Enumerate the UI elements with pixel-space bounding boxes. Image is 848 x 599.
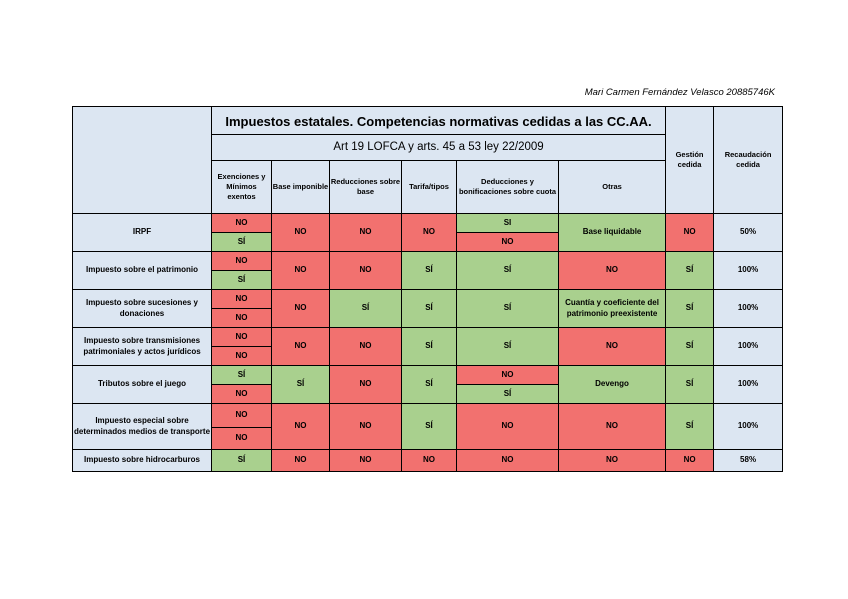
exenciones-cell: NO (212, 347, 272, 366)
reducciones-cell: NO (330, 214, 402, 252)
base-cell: SÍ (272, 366, 330, 404)
recaudacion-cell: 100% (714, 328, 783, 366)
recaudacion-cell: 50% (714, 214, 783, 252)
gestion-cell: SÍ (666, 252, 714, 290)
header-base: Base imponible (272, 161, 330, 214)
exenciones-cell: NO (212, 290, 272, 309)
gestion-cell: SÍ (666, 328, 714, 366)
author-name: Mari Carmen Fernández Velasco 20885746K (584, 87, 775, 98)
tarifa-cell: SÍ (402, 252, 457, 290)
deducciones-cell: SÍ (457, 328, 559, 366)
tarifa-cell: SÍ (402, 366, 457, 404)
tarifa-cell: SÍ (402, 404, 457, 450)
row-label: IRPF (73, 214, 212, 252)
recaudacion-cell: 100% (714, 366, 783, 404)
reducciones-cell: NO (330, 328, 402, 366)
deducciones-cell: SÍ (457, 290, 559, 328)
base-cell: NO (272, 214, 330, 252)
deducciones-cell: SÍ (457, 385, 559, 404)
tarifa-cell: SÍ (402, 290, 457, 328)
exenciones-cell: NO (212, 252, 272, 271)
recaudacion-cell: 100% (714, 252, 783, 290)
header-recaudacion: Recaudación cedida (714, 107, 783, 214)
exenciones-cell: SÍ (212, 271, 272, 290)
row-label: Impuesto sobre el patrimonio (73, 252, 212, 290)
exenciones-cell: SÍ (212, 233, 272, 252)
row-label: Impuesto sobre hidrocarburos (73, 450, 212, 472)
base-cell: NO (272, 450, 330, 472)
gestion-cell: NO (666, 450, 714, 472)
recaudacion-cell: 100% (714, 404, 783, 450)
exenciones-cell: SÍ (212, 366, 272, 385)
deducciones-cell: NO (457, 404, 559, 450)
gestion-cell: NO (666, 214, 714, 252)
exenciones-cell: NO (212, 309, 272, 328)
header-exenciones: Exenciones y Mínimos exentos (212, 161, 272, 214)
otras-cell: NO (559, 404, 666, 450)
row-label: Tributos sobre el juego (73, 366, 212, 404)
reducciones-cell: NO (330, 366, 402, 404)
gestion-cell: SÍ (666, 366, 714, 404)
exenciones-cell: NO (212, 385, 272, 404)
base-cell: NO (272, 290, 330, 328)
deducciones-cell: SÍ (457, 252, 559, 290)
gestion-cell: SÍ (666, 290, 714, 328)
recaudacion-cell: 100% (714, 290, 783, 328)
row-label: Impuesto sobre transmisiones patrimoniales y actos jurídicos (73, 328, 212, 366)
base-cell: NO (272, 252, 330, 290)
tarifa-cell: SÍ (402, 328, 457, 366)
base-cell: NO (272, 404, 330, 450)
reducciones-cell: NO (330, 252, 402, 290)
header-gestion: Gestión cedida (666, 107, 714, 214)
otras-cell: NO (559, 252, 666, 290)
otras-cell: Cuantía y coeficiente del patrimonio preexistente (559, 290, 666, 328)
tarifa-cell: NO (402, 214, 457, 252)
exenciones-cell: NO (212, 428, 272, 450)
row-label: Impuesto sobre sucesiones y donaciones (73, 290, 212, 328)
deducciones-cell: NO (457, 450, 559, 472)
exenciones-cell: NO (212, 328, 272, 347)
tarifa-cell: NO (402, 450, 457, 472)
header-otras: Otras (559, 161, 666, 214)
header-tarifa: Tarifa/tipos (402, 161, 457, 214)
otras-cell: Devengo (559, 366, 666, 404)
row-label: Impuesto especial sobre determinados medios de transporte (73, 404, 212, 450)
otras-cell: NO (559, 328, 666, 366)
recaudacion-cell: 58% (714, 450, 783, 472)
deducciones-cell: NO (457, 233, 559, 252)
table-title: Impuestos estatales. Competencias normativas cedidas a las CC.AA. (212, 107, 666, 135)
header-deducciones: Deducciones y bonificaciones sobre cuota (457, 161, 559, 214)
exenciones-cell: SÍ (212, 450, 272, 472)
otras-cell: Base liquidable (559, 214, 666, 252)
reducciones-cell: NO (330, 450, 402, 472)
exenciones-cell: NO (212, 214, 272, 233)
reducciones-cell: SÍ (330, 290, 402, 328)
otras-cell: NO (559, 450, 666, 472)
reducciones-cell: NO (330, 404, 402, 450)
deducciones-cell: NO (457, 366, 559, 385)
gestion-cell: SÍ (666, 404, 714, 450)
header-empty-cell (73, 107, 212, 214)
exenciones-cell: NO (212, 404, 272, 428)
table-subtitle: Art 19 LOFCA y arts. 45 a 53 ley 22/2009 (212, 135, 666, 161)
deducciones-cell: SI (457, 214, 559, 233)
header-reducciones: Reducciones sobre base (330, 161, 402, 214)
competencias-table (72, 106, 783, 472)
base-cell: NO (272, 328, 330, 366)
